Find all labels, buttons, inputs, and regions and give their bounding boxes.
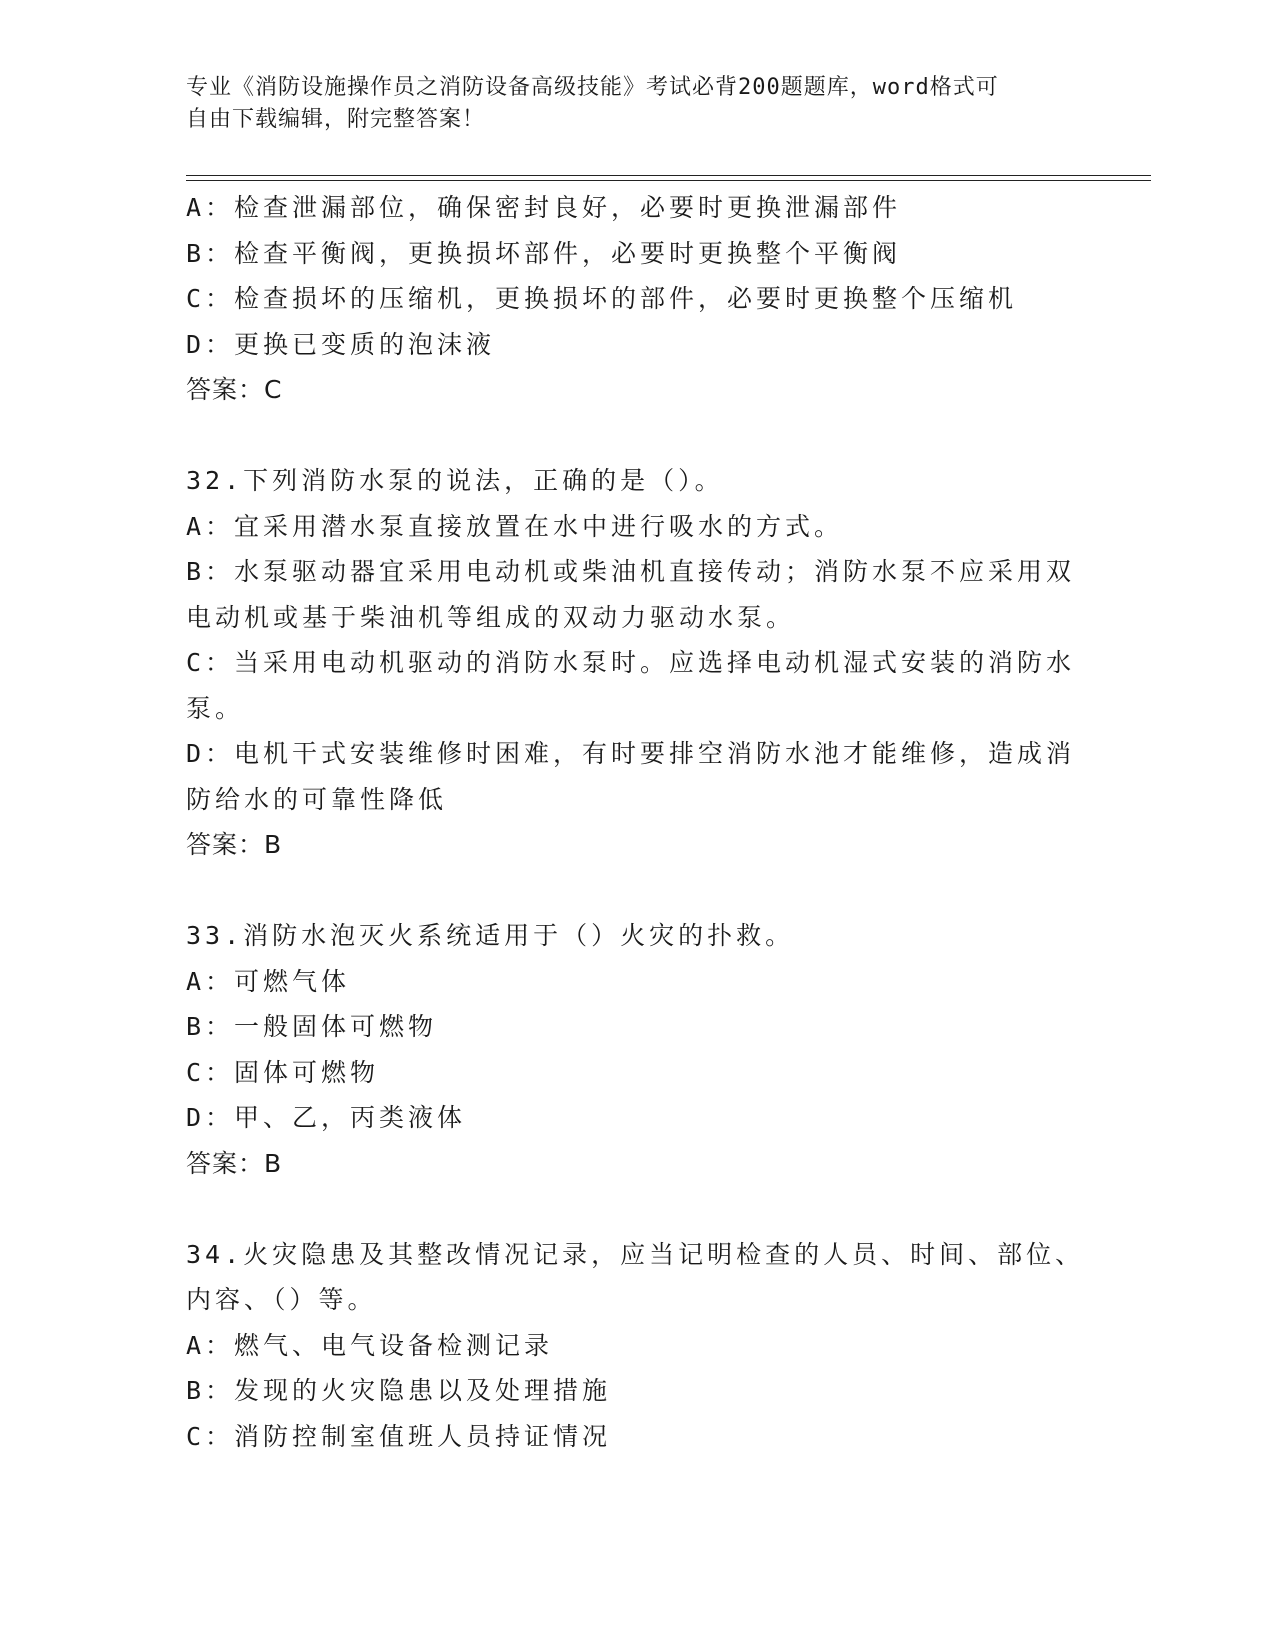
question-stem: 32.下列消防水泵的说法，正确的是（）。 (186, 466, 724, 495)
question-stem: 33.消防水泡灭火系统适用于（）火灾的扑救。 (186, 921, 795, 950)
option-b-continued: 电动机或基于柴油机等组成的双动力驱动水泵。 (186, 602, 796, 632)
question-block-32 (186, 458, 1086, 868)
question-block-33 (186, 913, 1086, 1186)
option-c: C：固体可燃物 (186, 1057, 380, 1087)
option-a: A：可燃气体 (186, 966, 351, 996)
answer: 答案：B (186, 830, 283, 859)
option-b: B：检查平衡阀，更换损坏部件，必要时更换整个平衡阀 (186, 238, 902, 268)
spacer (186, 1186, 1086, 1232)
header-rule-bottom (186, 180, 1151, 181)
header-line-1: 专业《消防设施操作员之消防设备高级技能》考试必背200题题库，word格式可 (186, 75, 999, 100)
header-rule-top (186, 175, 1151, 176)
option-a: A：燃气、电气设备检测记录 (186, 1330, 554, 1360)
option-c-continued: 泵。 (186, 693, 245, 723)
option-d: D：甲、乙，丙类液体 (186, 1103, 467, 1132)
answer: 答案：C (186, 375, 283, 404)
option-d: D：更换已变质的泡沫液 (186, 329, 496, 359)
option-a: A：检查泄漏部位，确保密封良好，必要时更换泄漏部件 (186, 193, 902, 222)
option-b: B：一般固体可燃物 (186, 1012, 438, 1041)
option-a: A：宜采用潜水泵直接放置在水中进行吸水的方式。 (186, 511, 844, 541)
document-body (186, 185, 1086, 1459)
question-stem-continued: 内容、（）等。 (186, 1285, 377, 1314)
option-d-continued: 防给水的可靠性降低 (186, 784, 448, 814)
question-block-34 (186, 1232, 1086, 1460)
question-stem: 34.火灾隐患及其整改情况记录，应当记明检查的人员、时间、部位、 (186, 1239, 1085, 1269)
option-c: C：当采用电动机驱动的消防水泵时。应选择电动机湿式安装的消防水 (186, 648, 1076, 677)
question-block-partial (186, 185, 1086, 413)
option-b: B：发现的火灾隐患以及处理措施 (186, 1376, 612, 1405)
header-line-2: 自由下载编辑，附完整答案！ (186, 107, 486, 132)
option-d: D：电机干式安装维修时困难，有时要排空消防水池才能维修，造成消 (186, 739, 1076, 768)
option-c: C：消防控制室值班人员持证情况 (186, 1421, 612, 1451)
spacer (186, 868, 1086, 914)
spacer (186, 413, 1086, 459)
answer: 答案：B (186, 1148, 283, 1178)
option-b: B：水泵驱动器宜采用电动机或柴油机直接传动；消防水泵不应采用双 (186, 557, 1076, 586)
document-header (186, 72, 1086, 136)
option-c: C：检查损坏的压缩机，更换损坏的部件，必要时更换整个压缩机 (186, 284, 1018, 313)
